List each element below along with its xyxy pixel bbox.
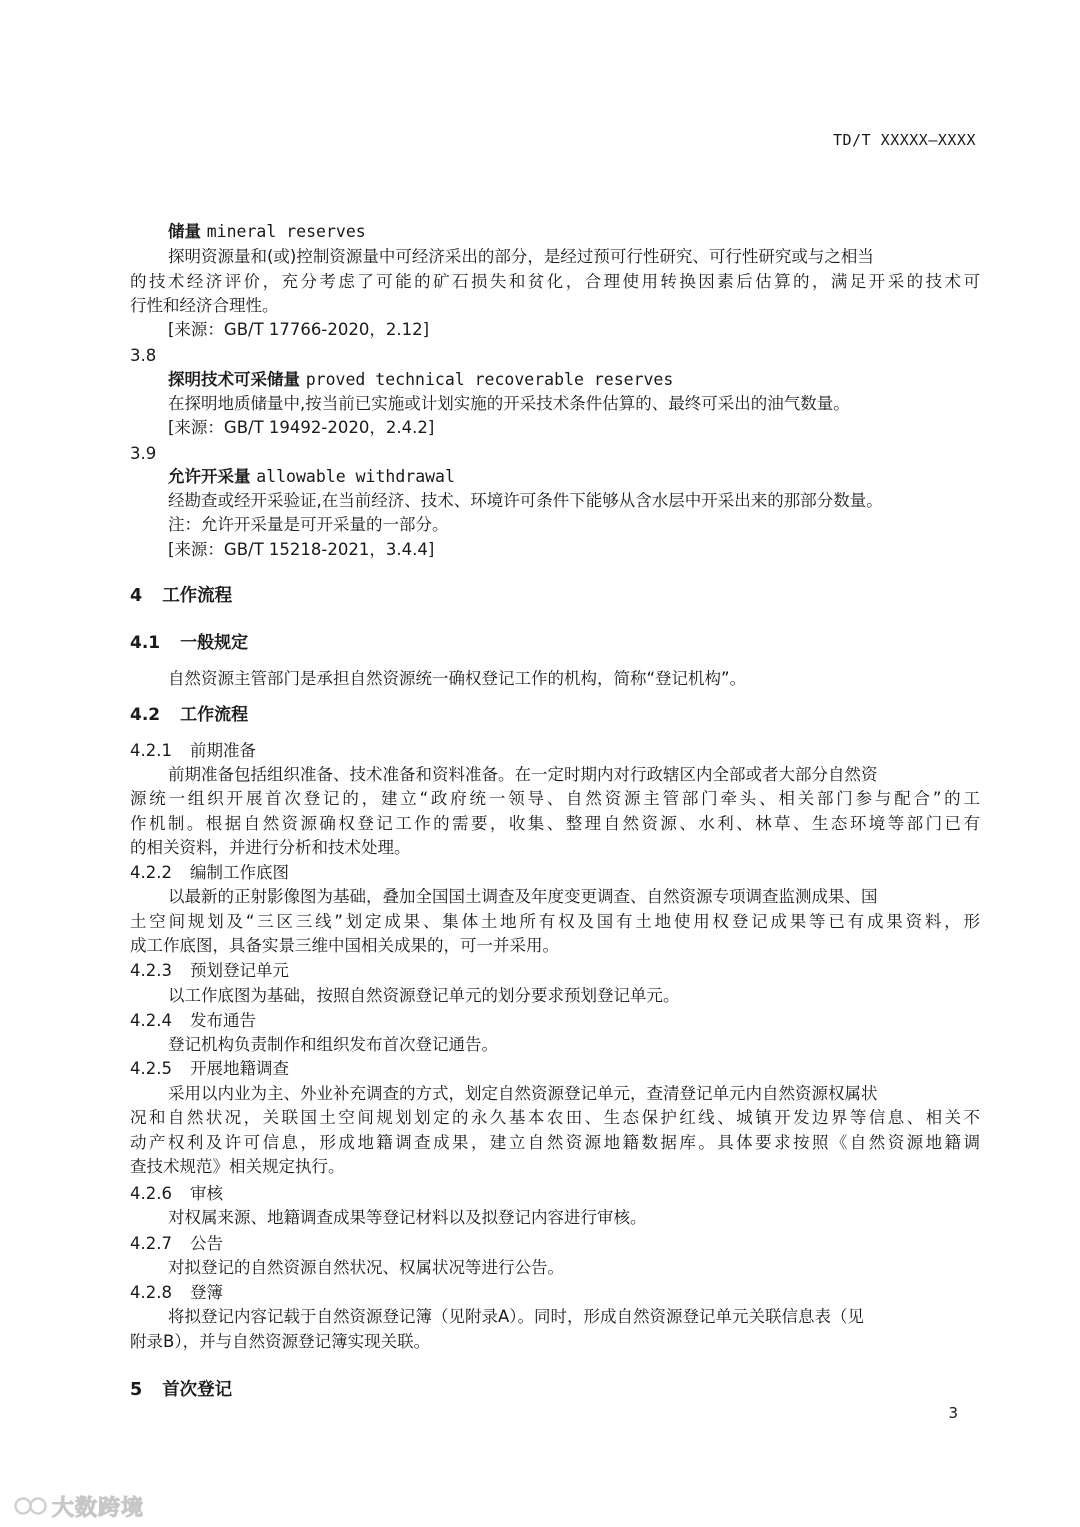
subsection-heading	[130, 703, 980, 727]
definition-line: 行性和经济合理性。	[130, 296, 279, 315]
term-source: [来源：GB/T 17766-2020，2.12]	[168, 320, 430, 339]
subsection-number: 4.2	[130, 705, 161, 725]
subsection-title: 工作流程	[180, 705, 249, 725]
paragraph-line: 对拟登记的自然资源自然状况、权属状况等进行公告。	[168, 1258, 564, 1277]
paragraph-line: 自然资源主管部门是承担自然资源统一确权登记工作的机构，简称“登记机构”。	[168, 669, 747, 688]
section-title: 工作流程	[162, 586, 233, 606]
paragraph-line: 以最新的正射影像图为基础，叠加全国国土调查及年度变更调查、自然资源专项调查监测成果、国	[168, 887, 878, 906]
term-title	[168, 465, 1018, 489]
term-title	[168, 220, 1018, 244]
clause-title: 编制工作底图	[189, 863, 289, 882]
clause-title: 开展地籍调查	[189, 1059, 289, 1078]
section-heading	[130, 1378, 980, 1402]
clause-heading	[130, 1182, 980, 1206]
page-number: 3	[948, 1404, 958, 1422]
subsection-number: 4.1	[130, 633, 161, 653]
term-title-en: proved technical recoverable reserves	[305, 370, 674, 389]
definition-line: 的技术经济评价，充分考虑了可能的矿石损失和贫化，合理使用转换因素后估算的，满足开采的技术可	[130, 272, 980, 291]
paragraph-line: 前期准备包括组织准备、技术准备和资料准备。在一定时期内对行政辖区内全部或者大部分自然资	[168, 765, 878, 784]
subsection-heading	[130, 631, 980, 655]
paragraph-line: 对权属来源、地籍调查成果等登记材料以及拟登记内容进行审核。	[168, 1208, 647, 1227]
paragraph-line: 作机制。根据自然资源确权登记工作的需要，收集、整理自然资源、水利、林草、生态环境等部门已有	[130, 814, 980, 833]
clause-number: 4.2.1	[130, 741, 172, 760]
clause-heading	[130, 1232, 980, 1256]
section-title: 首次登记	[162, 1380, 233, 1400]
term-title	[168, 368, 1018, 392]
watermark	[14, 1491, 144, 1521]
clause-number: 4.2.5	[130, 1059, 172, 1078]
paragraph-line: 以工作底图为基础，按照自然资源登记单元的划分要求预划登记单元。	[168, 986, 680, 1005]
clause-title: 前期准备	[189, 741, 256, 760]
paragraph-line: 将拟登记内容记载于自然资源登记簿（见附录A）。同时，形成自然资源登记单元关联信息表（见	[168, 1307, 865, 1326]
watermark-logo-icon	[14, 1495, 48, 1517]
clause-title: 公告	[189, 1234, 223, 1253]
definition-line: 探明资源量和(或)控制资源量中可经济采出的部分，是经过预可行性研究、可行性研究或与之相当	[168, 247, 874, 266]
term-number: 3.8	[130, 346, 157, 365]
clause-title: 审核	[189, 1184, 223, 1203]
paragraph-line: 动产权利及许可信息，形成地籍调查成果，建立自然资源地籍数据库。具体要求按照《自然资源地籍调	[130, 1133, 980, 1152]
clause-heading	[130, 1281, 980, 1305]
clause-number: 4.2.6	[130, 1184, 172, 1203]
clause-number: 4.2.7	[130, 1234, 172, 1253]
paragraph-line: 源统一组织开展首次登记的，建立“政府统一领导、自然资源主管部门牵头、相关部门参与配合”的工	[130, 789, 980, 808]
section-number: 4	[130, 586, 143, 606]
paragraph-line: 附录B），并与自然资源登记簿实现关联。	[130, 1332, 431, 1351]
paragraph-line: 成工作底图，具备实景三维中国相关成果的，可一并采用。	[130, 936, 559, 955]
definition-line: 经勘查或经开采验证,在当前经济、技术、环境许可条件下能够从含水层中开采出来的那部分数量。	[168, 491, 883, 510]
clause-number: 4.2.4	[130, 1011, 172, 1030]
clause-number: 4.2.3	[130, 961, 172, 980]
term-title-cn: 探明技术可采储量	[168, 370, 300, 389]
clause-title: 预划登记单元	[189, 961, 289, 980]
clause-heading	[130, 861, 980, 885]
term-number: 3.9	[130, 444, 157, 463]
paragraph-line: 的相关资料，并进行分析和技术处理。	[130, 838, 411, 857]
clause-number: 4.2.2	[130, 863, 172, 882]
clause-title: 登簿	[189, 1283, 223, 1302]
clause-number: 4.2.8	[130, 1283, 172, 1302]
term-note: 注：允许开采量是可开采量的一部分。	[168, 515, 449, 534]
term-source: [来源：GB/T 15218-2021，3.4.4]	[168, 540, 435, 559]
definition-line: 在探明地质储量中,按当前已实施或计划实施的开采技术条件估算的、最终可采出的油气数量。	[168, 394, 850, 413]
section-number: 5	[130, 1380, 143, 1400]
term-title-cn: 允许开采量	[168, 467, 251, 486]
clause-heading	[130, 1057, 980, 1081]
paragraph-line: 土空间规划及“三区三线”划定成果、集体土地所有权及国有土地使用权登记成果等已有成果资料，形	[130, 912, 980, 931]
clause-heading	[130, 1009, 980, 1033]
clause-heading	[130, 959, 980, 983]
term-title-cn: 储量	[168, 222, 201, 241]
term-title-en: allowable withdrawal	[256, 467, 455, 486]
watermark-text: 大数跨境	[52, 1495, 145, 1521]
paragraph-line: 采用以内业为主、外业补充调查的方式，划定自然资源登记单元，查清登记单元内自然资源权属状	[168, 1084, 878, 1103]
header-code: TD/T XXXXX—XXXX	[833, 131, 976, 149]
clause-heading	[130, 739, 980, 763]
paragraph-line: 查技术规范》相关规定执行。	[130, 1157, 345, 1176]
subsection-title: 一般规定	[180, 633, 249, 653]
clause-title: 发布通告	[189, 1011, 256, 1030]
section-heading	[130, 584, 980, 608]
paragraph-line: 况和自然状况，关联国土空间规划划定的永久基本农田、生态保护红线、城镇开发边界等信息、相关不	[130, 1108, 980, 1127]
paragraph-line: 登记机构负责制作和组织发布首次登记通告。	[168, 1035, 498, 1054]
term-title-en: mineral reserves	[206, 222, 366, 241]
term-source: [来源：GB/T 19492-2020，2.4.2]	[168, 418, 435, 437]
